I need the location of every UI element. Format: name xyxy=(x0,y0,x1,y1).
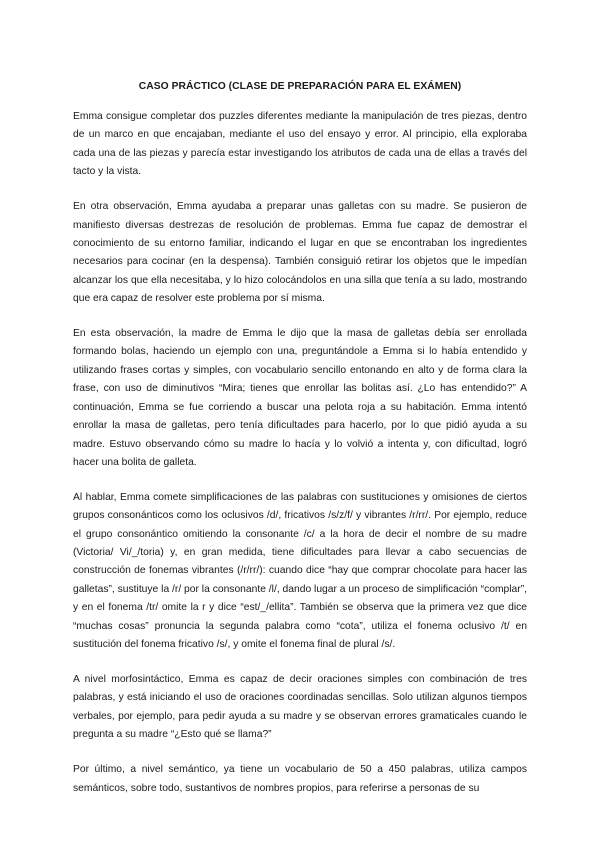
paragraph-galletas: En otra observación, Emma ayudaba a preparar unas galletas con su madre. Se pusieron de manifiesto diversas destrezas de resolución de problemas. Emma fue capaz de demostrar el conocimiento de su entorno familiar, indicando el lugar en que se encontraban los ingredientes necesarios para cocinar (en la despensa). También consiguió retirar los objetos que le impedían alcanzar los que ella necesitaba, y lo hizo colocándolos en una silla que tenía a su lado, mostrando que era capaz de resolver este problema por sí misma. xyxy=(73,201,527,305)
paragraph-puzzles: Emma consigue completar dos puzzles diferentes mediante la manipulación de tres piezas, dentro de un marco en que encajaban, mediante el uso del ensayo y error. Al principio, ella exploraba cada una de las piezas y parecía estar investigando los atributos de cada una de ellas a través del tacto y la vista. xyxy=(73,111,527,178)
paragraph-morfosintaxis: A nivel morfosintáctico, Emma es capaz de decir oraciones simples con combinación de tres palabras, y está iniciando el uso de oraciones coordinadas sencillas. Solo utilizan algunos tiempos verbales, por ejemplo, para pedir ayuda a su madre y se observan errores gramaticales cuando le pregunta a su madre “¿Esto qué se llama?” xyxy=(73,673,527,741)
paragraph-semantica: Por último, a nivel semántico, ya tiene un vocabulario de 50 a 450 palabras, utiliza campos semánticos, sobre todo, sustantivos de nombres propios, para referirse a personas de su xyxy=(73,764,527,794)
page-title: CASO PRÁCTICO (CLASE DE PREPARACIÓN PARA EL EXÁMEN) xyxy=(138,81,462,92)
paragraph-masa: En esta observación, la madre de Emma le dijo que la masa de galletas debía ser enrollada formando bolas, haciendo un ejemplo con una, preguntándole a Emma si lo había entendido y utilizando frases cortas y simples, con vocabulario sencillo entonando en alto y de forma clara la frase, con uso de diminutivos “Mira; tienes que enrollar las bolitas así. ¿Lo has entendido?” A continuación, Emma se fue corriendo a buscar una pelota roja a su habitación. Emma intentó enrollar la masa de galletas, pero tenía dificultades para hacerlo, por lo que pidió ayuda a su madre. Estuvo observando cómo su madre lo hacía y lo volvió a intenta y, con dificultad, logró hacer una bolita de galleta. xyxy=(73,328,527,468)
paragraph-fonologia: Al hablar, Emma comete simplificaciones de las palabras con sustituciones y omisiones de ciertos grupos consonánticos como los oclusivos /d/, fricativos /s/z/f/ y vibrantes /r/rr/. Por ejemplo, reduce el grupo consonántico omitiendo la consonante /c/ a la hora de decir el nombre de su madre (Victoria/ Vi/_/toria) y, en gran medida, tiene dificultades para llevar a cabo secuencias de construcción de fonemas vibrantes (/r/rr/): cuando dice “hay que comprar chocolate para hacer las galletas”, sustituye la /r/ por la consonante /l/, dando lugar a un proceso de simplificación “complar”, y en el fonema /tr/ omite la r y dice “est/_/ellita”. También se observa que la primera vez que dice “muchas cosas” pronuncia la segunda palabra como “cota”, utiliza el fonema oclusivo /t/ en sustitución del fonema fricativo /s/, y omite el fonema final de plural /s/. xyxy=(73,491,527,651)
